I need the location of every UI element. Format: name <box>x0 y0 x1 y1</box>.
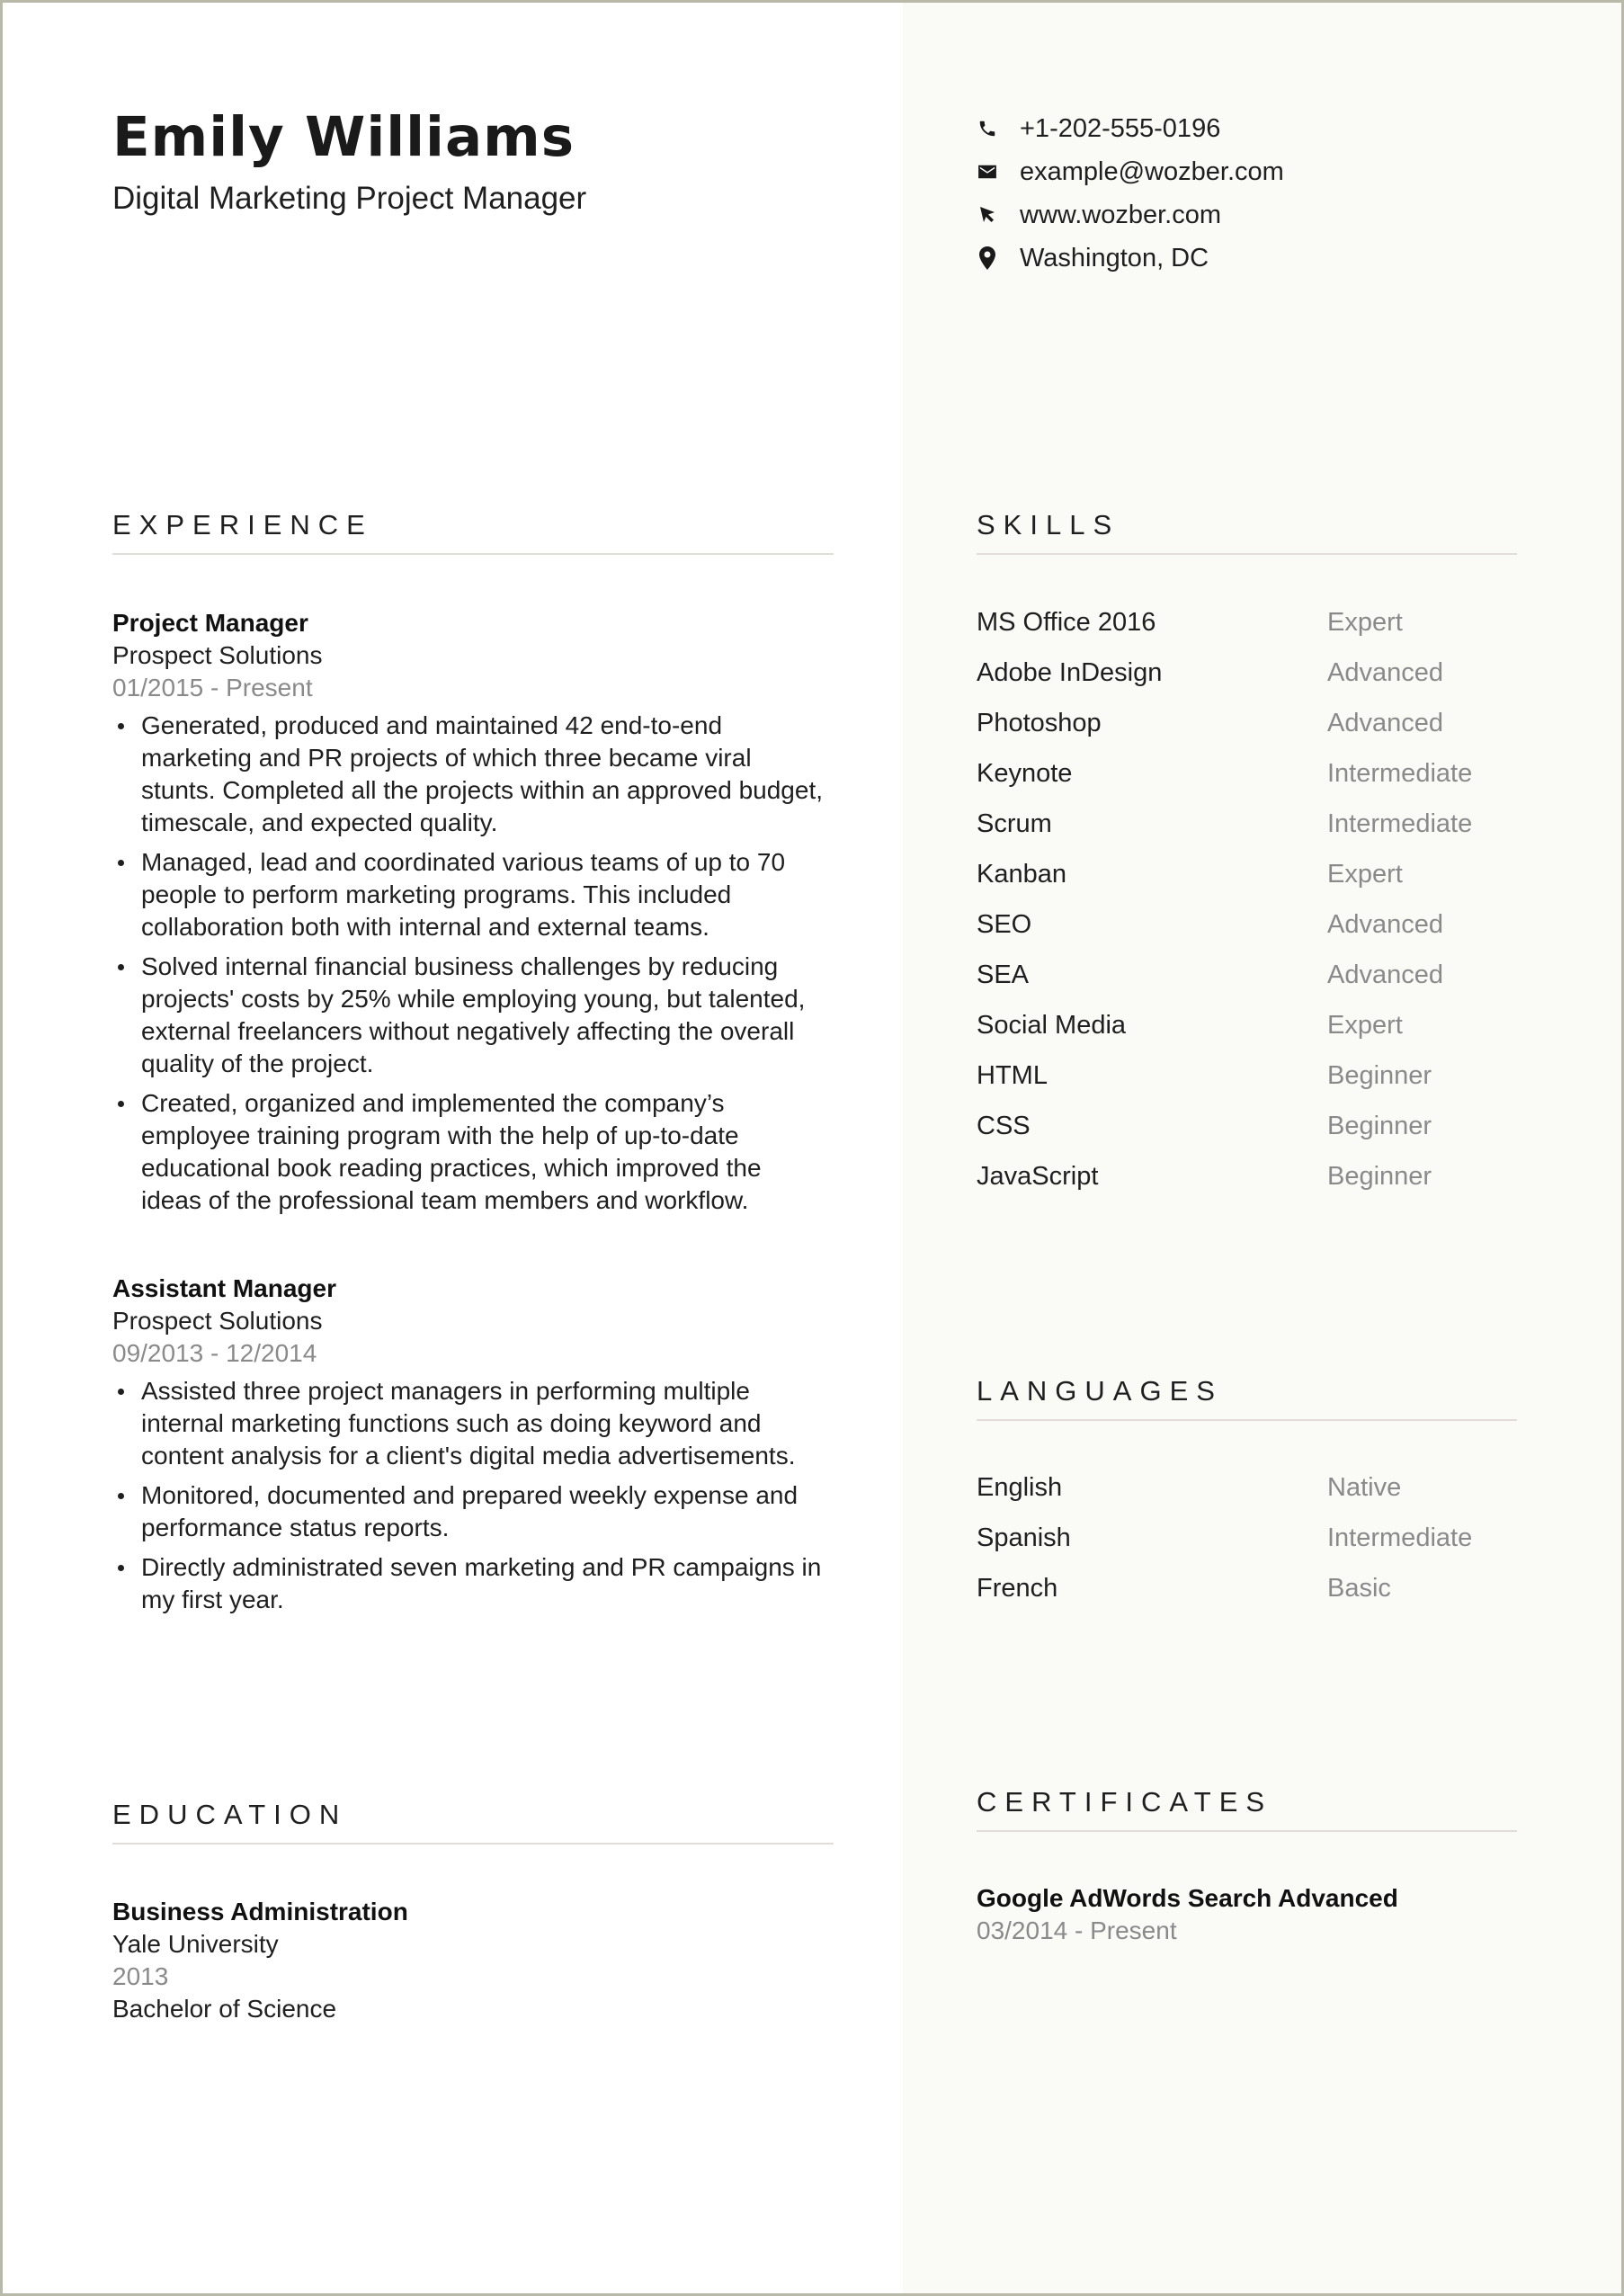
skill-name: CSS <box>977 1111 1031 1140</box>
skill-name: Social Media <box>977 1010 1127 1040</box>
skill-name: Scrum <box>977 809 1052 838</box>
cursor-icon <box>974 201 1001 228</box>
experience-divider <box>112 553 834 555</box>
skill-row <box>977 698 1516 748</box>
skill-row <box>977 597 1516 648</box>
skill-row <box>977 849 1516 899</box>
skill-row <box>977 1151 1516 1202</box>
education-year: 2013 <box>112 1962 169 1990</box>
language-row <box>977 1462 1516 1513</box>
language-level: Basic <box>1327 1573 1391 1603</box>
bullet-item: Managed, lead and coordinated various teams of up to 70 people to perform marketing programs. This included collaboration both with internal and external teams. <box>112 846 827 943</box>
language-level: Native <box>1327 1472 1402 1502</box>
education-degree: Business Administration <box>112 1898 408 1925</box>
skill-level: Expert <box>1327 1010 1403 1040</box>
certificates-heading: CERTIFICATES <box>977 1786 1273 1818</box>
education-divider <box>112 1843 834 1845</box>
job-dates: 01/2015 - Present <box>112 674 313 701</box>
job-company: Prospect Solutions <box>112 641 323 669</box>
skill-row <box>977 799 1516 849</box>
contact-phone <box>974 107 1220 150</box>
skill-level: Advanced <box>1327 960 1443 989</box>
skills-divider <box>977 553 1517 555</box>
contact-email <box>974 150 1284 193</box>
skill-name: Keynote <box>977 758 1073 788</box>
skill-row <box>977 899 1516 950</box>
job-entry <box>112 1273 827 1623</box>
certificates-divider <box>977 1830 1517 1832</box>
skill-level: Beginner <box>1327 1111 1432 1140</box>
job-title: Project Manager <box>112 609 308 637</box>
languages-divider <box>977 1419 1517 1421</box>
experience-heading: EXPERIENCE <box>112 509 373 540</box>
contact-website <box>974 193 1221 237</box>
skill-level: Advanced <box>1327 909 1443 939</box>
education-type: Bachelor of Science <box>112 1995 337 2023</box>
skill-level: Expert <box>1327 859 1403 889</box>
education-entry <box>112 1896 408 2025</box>
language-name: English <box>977 1472 1063 1502</box>
contact-location <box>974 237 1209 280</box>
skill-level: Beginner <box>1327 1161 1432 1191</box>
person-name: Emily Williams <box>112 105 576 169</box>
job-bullets <box>112 710 827 1217</box>
skill-name: Kanban <box>977 859 1066 889</box>
skill-row <box>977 748 1516 799</box>
skill-level: Intermediate <box>1327 809 1473 838</box>
skill-level: Beginner <box>1327 1060 1432 1090</box>
certificate-dates: 03/2014 - Present <box>977 1916 1177 1944</box>
skill-level: Advanced <box>1327 657 1443 687</box>
skill-name: SEO <box>977 909 1032 939</box>
envelope-icon <box>974 158 1001 185</box>
contact-email-text[interactable]: example@wozber.com <box>1020 156 1284 186</box>
bullet-item: Directly administrated seven marketing and PR campaigns in my first year. <box>112 1551 827 1616</box>
contact-phone-text[interactable]: +1-202-555-0196 <box>1020 113 1221 143</box>
language-name: French <box>977 1573 1058 1603</box>
skill-level: Advanced <box>1327 708 1443 737</box>
certificate-title: Google AdWords Search Advanced <box>977 1884 1398 1912</box>
job-company: Prospect Solutions <box>112 1307 323 1335</box>
job-headline: Digital Marketing Project Manager <box>112 181 587 216</box>
bullet-item: Solved internal financial business challenges by reducing projects' costs by 25% while employing young, but talented, external freelancers without negatively affecting the overall quality of the project. <box>112 951 827 1080</box>
contact-location-text: Washington, DC <box>1020 243 1209 272</box>
job-dates: 09/2013 - 12/2014 <box>112 1339 317 1367</box>
skill-level: Intermediate <box>1327 758 1473 788</box>
skill-level: Expert <box>1327 607 1403 637</box>
skill-row <box>977 950 1516 1000</box>
skill-row <box>977 1101 1516 1151</box>
job-entry <box>112 607 827 1224</box>
language-name: Spanish <box>977 1523 1071 1552</box>
skill-name: HTML <box>977 1060 1048 1090</box>
languages-heading: LANGUAGES <box>977 1375 1223 1407</box>
bullet-item: Created, organized and implemented the company’s employee training program with the help of up-to-date educational book reading practices, which improved the ideas of the professional team members and workflow. <box>112 1087 827 1217</box>
skill-name: JavaScript <box>977 1161 1099 1191</box>
language-row <box>977 1563 1516 1613</box>
skill-row <box>977 1050 1516 1101</box>
skill-row <box>977 648 1516 698</box>
skill-row <box>977 1000 1516 1050</box>
skill-name: Photoshop <box>977 708 1102 737</box>
skill-name: MS Office 2016 <box>977 607 1156 637</box>
bullet-item: Monitored, documented and prepared weekly expense and performance status reports. <box>112 1479 827 1544</box>
education-school: Yale University <box>112 1930 279 1958</box>
skills-heading: SKILLS <box>977 509 1120 540</box>
language-level: Intermediate <box>1327 1523 1473 1552</box>
skill-name: SEA <box>977 960 1030 989</box>
job-bullets <box>112 1375 827 1616</box>
language-row <box>977 1513 1516 1563</box>
education-heading: EDUCATION <box>112 1799 348 1830</box>
bullet-item: Assisted three project managers in performing multiple internal marketing functions such as doing keyword and content analysis for a client's digital media advertisements. <box>112 1375 827 1472</box>
skill-name: Adobe InDesign <box>977 657 1163 687</box>
job-title: Assistant Manager <box>112 1274 336 1302</box>
location-pin-icon <box>974 245 1001 272</box>
phone-icon <box>974 115 1001 142</box>
certificate-entry <box>977 1882 1398 1947</box>
bullet-item: Generated, produced and maintained 42 end-to-end marketing and PR projects of which three became viral stunts. Completed all the projects within an approved budget, timescale, and expected quality. <box>112 710 827 839</box>
contact-website-text[interactable]: www.wozber.com <box>1020 200 1222 229</box>
